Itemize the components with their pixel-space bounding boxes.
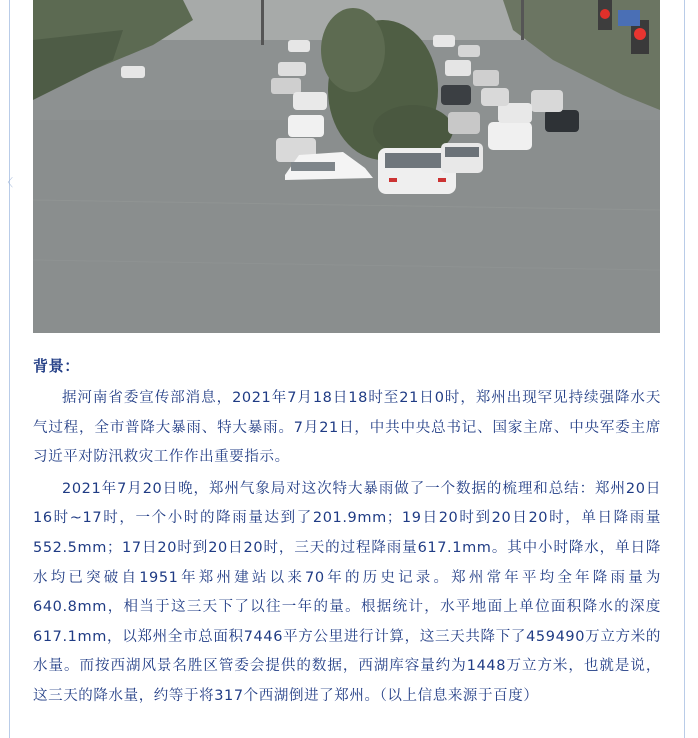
- background-paragraph: 据河南省委宣传部消息，2021年7月18日18时至21日0时，郑州出现罕见持续强降水天气过程，全市普降大暴雨、特大暴雨。7月21日，中共中央总书记、国家主席、中央军委主席习近平对防汛救灾工作作出重要指示。: [33, 390, 661, 466]
- flooded-street-photo: [33, 0, 660, 333]
- rainfall-data-paragraph: 2021年7月20日晚，郑州气象局对这次特大暴雨做了一个数据的梳理和总结：郑州20日16时~17时，一个小时的降雨量达到了201.9mm；19日20时到20日20时，单日降雨量552.5mm；17日20时到20日20时，三天的过程降雨量617.1mm。其中小时降水，单日降水均已突破自1951年郑州建站以来70年的历史记录。郑州常年平均全年降雨量为640.8mm，相当于这三天下了以往一年的量。根据统计，水平地面上单位面积降水的深度617.1mm，以郑州全市总面积7446平方公里进行计算，这三天共降下了459490万立方米的水量。而按西湖风景名胜区管委会提供的数据，西湖库容量约为1448万立方米，也就是说，这三天的降水量，约等于将317个西湖倒进了郑州。（以上信息来源于百度）: [33, 480, 661, 704]
- side-bracket-mark: 〈: [2, 176, 13, 189]
- article-body: [33, 352, 661, 714]
- section-heading: 背景：: [33, 357, 80, 375]
